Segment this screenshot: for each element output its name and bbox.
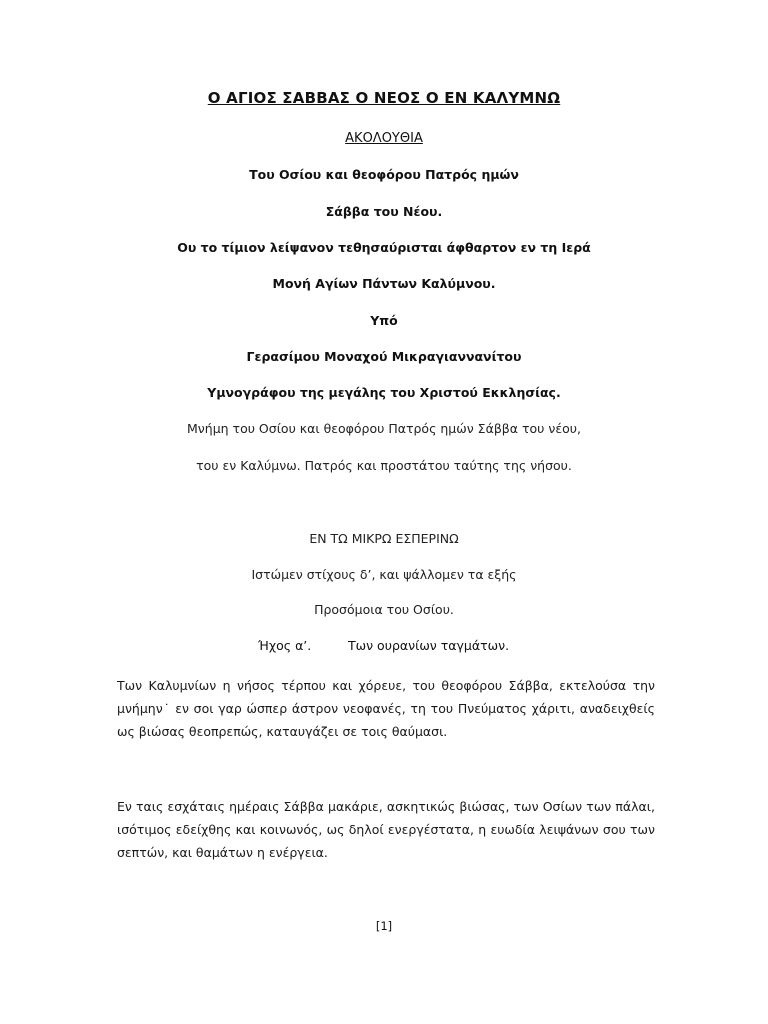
memory-line: του εν Καλύμνω. Πατρός και προστάτου ταύτης της νήσου. — [196, 458, 572, 473]
section-heading: ΕΝ ΤΩ ΜΙΚΡΩ ΕΣΠΕΡΙΝΩ — [309, 531, 459, 546]
author-name: Γερασίμου Μοναχού Μικραγιαννανίτου — [246, 349, 522, 364]
hymn-paragraph: Εν ταις εσχάταις ημέραις Σάββα μακάριε, ασκητικώς βιώσας, των Οσίων των πάλαι, ισότιμος εδείχθης και κοινωνός, ως δηλοί ενεργέστατα, η ευωδία λειψάνων σου των σεπτών, και θαμάτων η ενέργεια. — [117, 799, 655, 860]
page-number: [1] — [375, 919, 393, 933]
heading-line: Μονή Αγίων Πάντων Καλύμνου. — [272, 276, 496, 291]
hymn-paragraph: Των Καλυμνίων η νήσος τέρπου και χόρευε, του θεοφόρου Σάββα, εκτελούσα την μνήμην˙ εν σοι γαρ ώσπερ άστρον νεοφανές, τη του Πνεύματος χάριτι, αναδειχθείς ως βιώσας θεοπρεπώς, καταυγάζει σε τοις θαύμασι. — [117, 678, 655, 739]
heading-line: Ου το τίμιον λείψανον τεθησαύρισται άφθαρτον εν τη Ιερά — [177, 240, 591, 255]
heading-line: Του Οσίου και θεοφόρου Πατρός ημών — [249, 167, 519, 182]
heading-line: Σάββα του Νέου. — [325, 204, 443, 219]
rubric: Προσόμοια του Οσίου. — [314, 602, 454, 617]
document-subtitle: ΑΚΟΛΟΥΘΙΑ — [345, 131, 423, 146]
tone-label: Ήχος α’. — [258, 638, 312, 653]
rubric: Ιστώμεν στίχους δ’, και ψάλλομεν τα εξής — [251, 567, 517, 582]
melody-label: Των ουρανίων ταγμάτων. — [348, 638, 510, 653]
author-title: Υμνογράφου της μεγάλης του Χριστού Εκκλησίας. — [207, 385, 561, 400]
document-title: Ο ΑΓΙΟΣ ΣΑΒΒΑΣ Ο ΝΕΟΣ Ο ΕΝ ΚΑΛΥΜΝΩ — [207, 89, 561, 107]
heading-line: Υπό — [370, 313, 398, 328]
memory-line: Μνήμη του Οσίου και θεοφόρου Πατρός ημών Σάββα του νέου, — [187, 421, 581, 436]
